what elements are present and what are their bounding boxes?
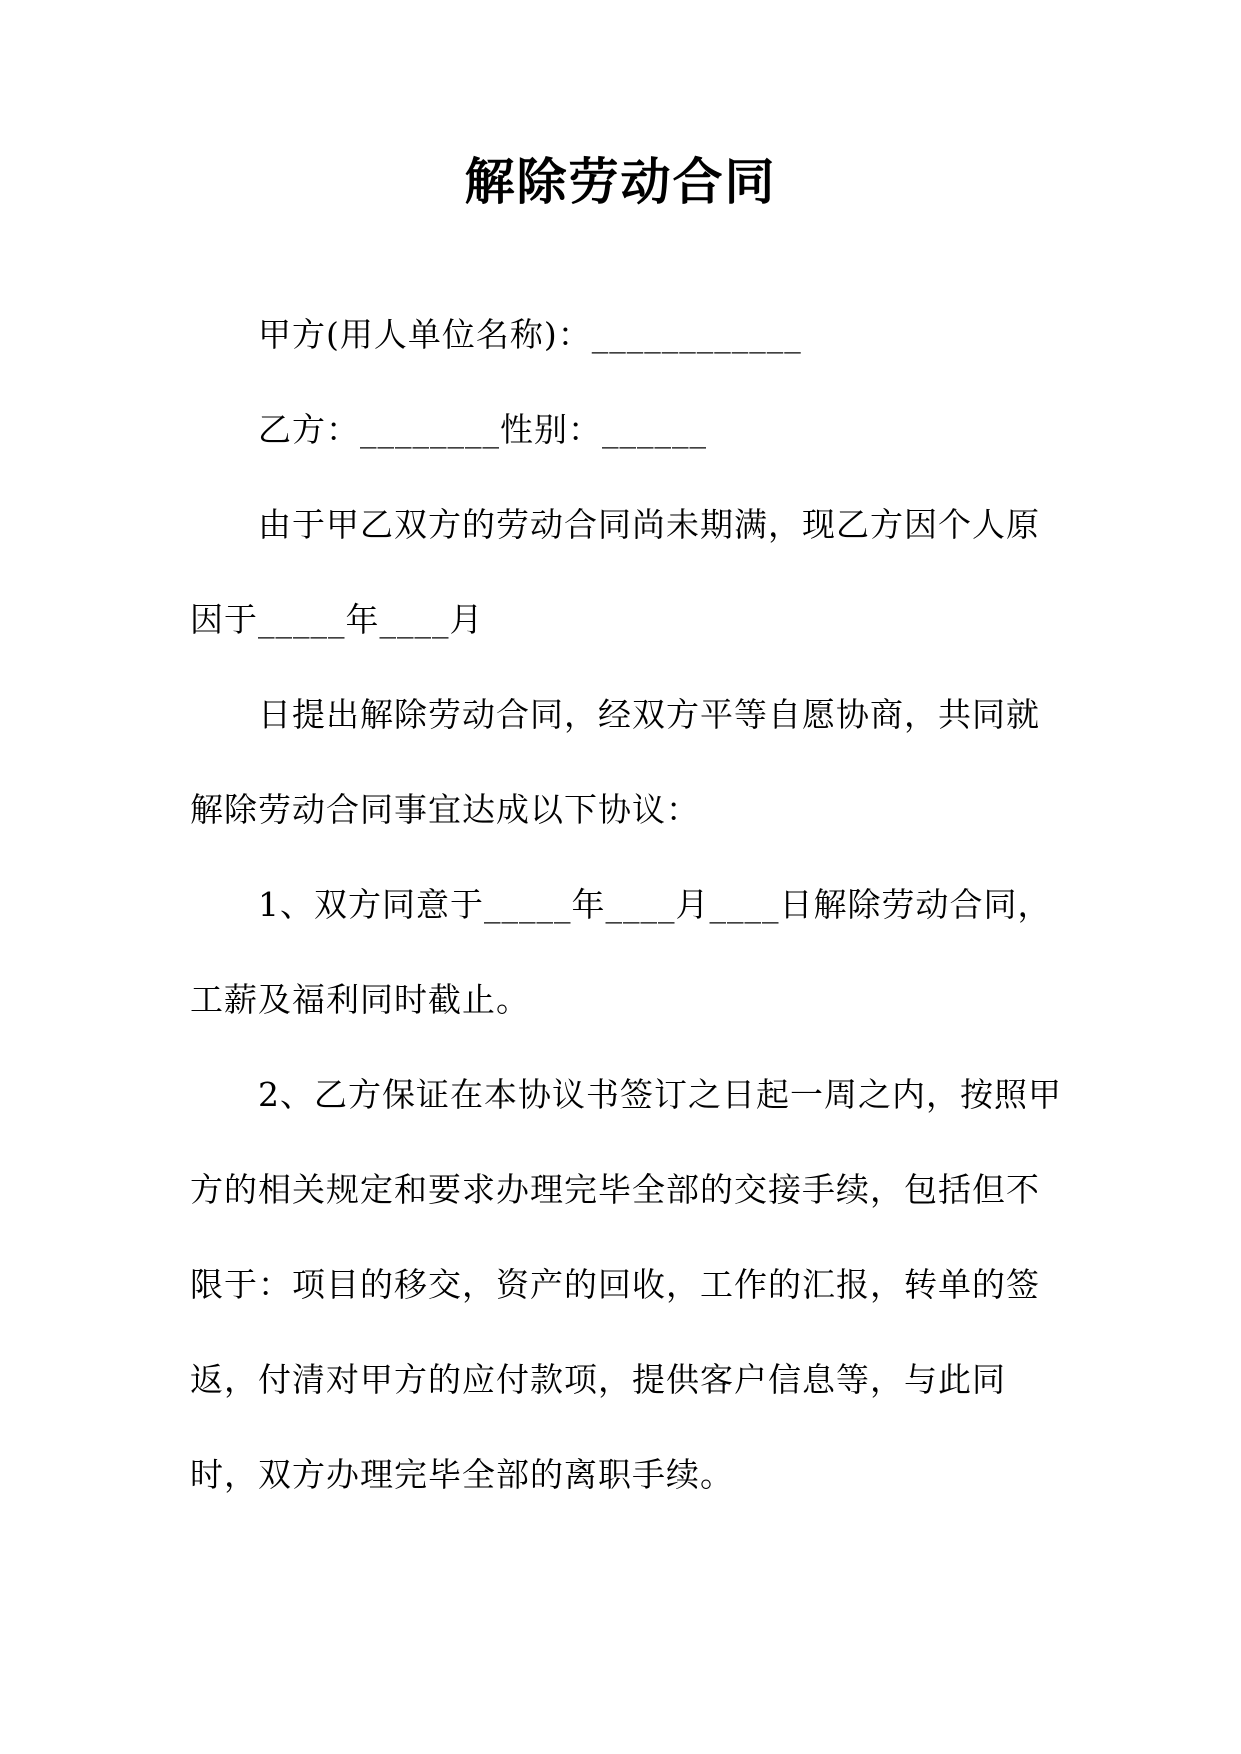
paragraph-line: 由于甲乙双方的劳动合同尚未期满，现乙方因个人原 [258,505,1040,544]
document-title: 解除劳动合同 [464,152,777,211]
clause-2-line: 方的相关规定和要求办理完毕全部的交接手续，包括但不 [190,1170,1040,1209]
clause-2-line: 返，付清对甲方的应付款项，提供客户信息等，与此同 [190,1360,1006,1399]
clause-2-line: 限于：项目的移交，资产的回收，工作的汇报，转单的签 [190,1265,1040,1304]
clause-1-line: 1、双方同意于_____年____月____日解除劳动合同， [258,885,1052,924]
clause-2-line: 时，双方办理完毕全部的离职手续。 [190,1455,734,1494]
clause-2-line: 2、乙方保证在本协议书签订之日起一周之内，按照甲 [258,1075,1062,1114]
party-b-line: 乙方：________性别：______ [258,410,707,449]
clause-1-line: 工薪及福利同时截止。 [190,980,530,1019]
paragraph-line: 解除劳动合同事宜达成以下协议： [190,790,700,829]
paragraph-line: 因于_____年____月 [190,600,484,639]
party-a-line: 甲方(用人单位名称)：____________ [258,315,802,354]
paragraph-line: 日提出解除劳动合同，经双方平等自愿协商，共同就 [258,695,1040,734]
